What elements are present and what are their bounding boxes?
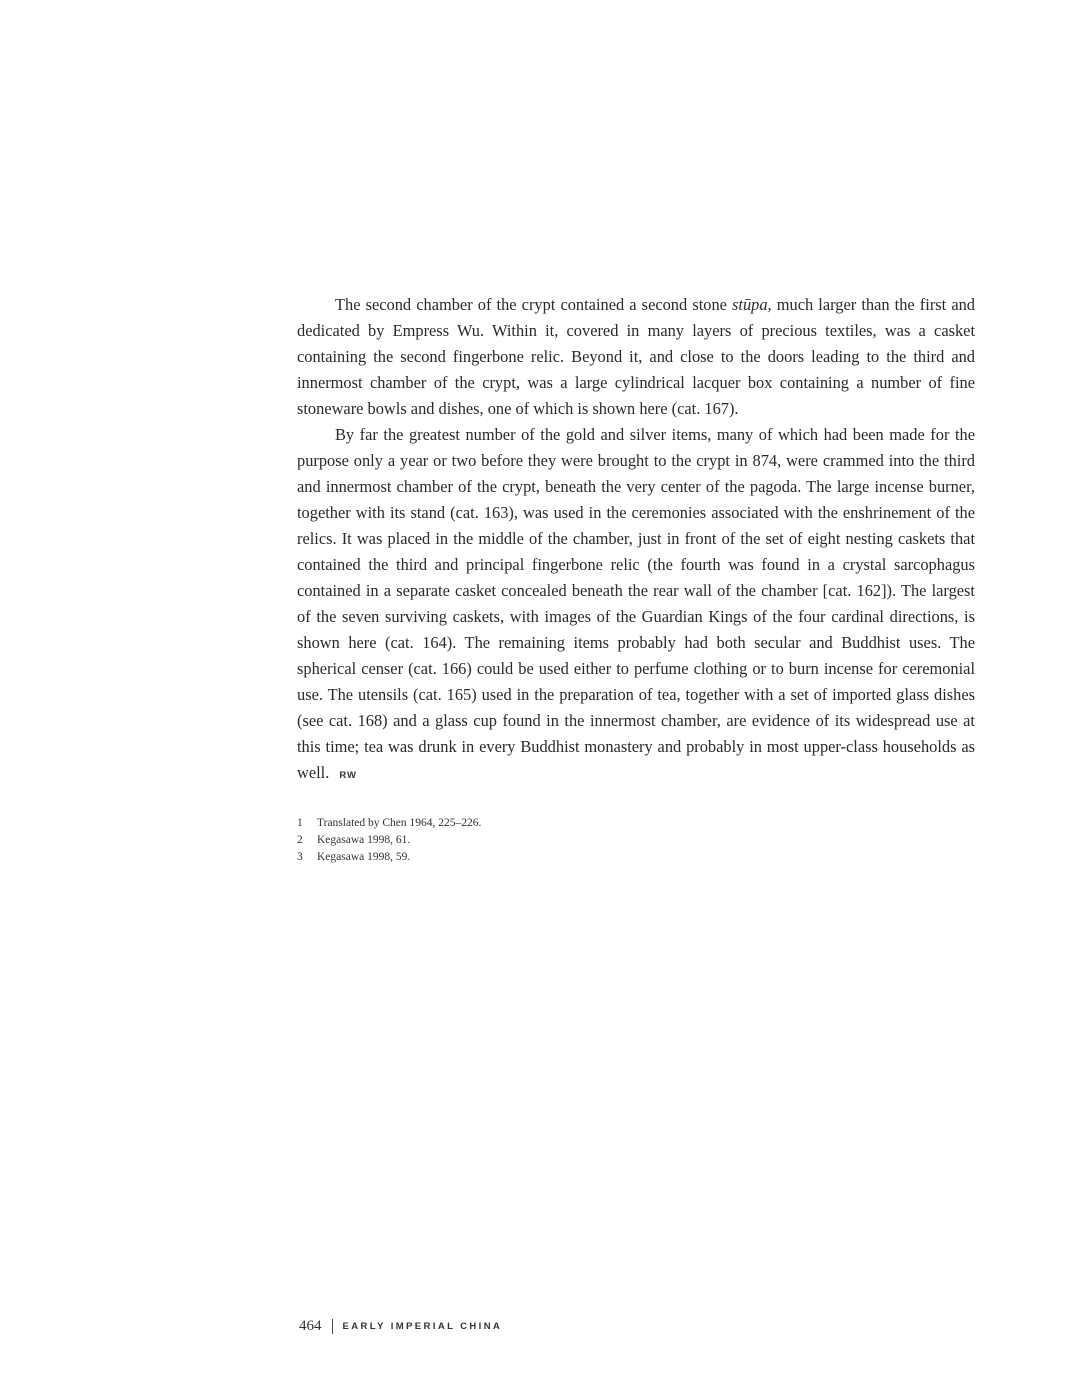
endnote-text: Kegasawa 1998, 59. — [317, 851, 411, 863]
endnote-text: Translated by Chen 1964, 225–226. — [317, 817, 482, 829]
paragraph-1-italic-term: stūpa, — [732, 295, 772, 314]
author-credit: RW — [339, 770, 357, 781]
endnote-1 — [297, 815, 797, 832]
running-head: EARLY IMPERIAL CHINA — [342, 1321, 503, 1332]
endnote-3 — [297, 849, 797, 866]
footer-separator — [332, 1319, 333, 1334]
endnote-number: 2 — [297, 834, 303, 846]
endnote-2 — [297, 832, 797, 849]
article-body — [297, 292, 975, 789]
paragraph-1-text-b: much larger than the first and dedicated by Empress Wu. Within it, covered in many layers of precious textiles, was a casket containing the second fingerbone relic. Beyond it, and close to the doors leading to the third and innermost chamber of the crypt, was a large cylindrical lacquer box containing a number of fine stoneware bowls and dishes, one of which is shown here (cat. 167). — [297, 295, 975, 418]
paragraph-2 — [297, 422, 975, 789]
paragraph-2-text: By far the greatest number of the gold and silver items, many of which had been made for the purpose only a year or two before they were brought to the crypt in 874, were crammed into the third and innermost chamber of the crypt, beneath the very center of the pagoda. The large incense burner, together with its stand (cat. 163), was used in the ceremonies associated with the enshrinement of the relics. It was placed in the middle of the chamber, just in front of the set of eight nesting caskets that contained the third and principal fingerbone relic (the fourth was found in a crystal sarcophagus contained in a separate casket concealed beneath the rear wall of the chamber [cat. 162]). The largest of the seven surviving caskets, with images of the Guardian Kings of the four cardinal directions, is shown here (cat. 164). The remaining items probably had both secular and Buddhist uses. The spherical censer (cat. 166) could be used either to perfume clothing or to burn incense for ceremonial use. The utensils (cat. 165) used in the preparation of tea, together with a set of imported glass dishes (see cat. 168) and a glass cup found in the innermost chamber, are evidence of its widespread use at this time; tea was drunk in every Buddhist monastery and probably in most upper-class households as well. — [297, 425, 975, 782]
paragraph-1-text-a: The second chamber of the crypt contained a second stone — [335, 295, 733, 314]
paragraph-1 — [297, 292, 975, 422]
page-number: 464 — [299, 1318, 322, 1334]
endnote-number: 3 — [297, 851, 303, 863]
endnote-number: 1 — [297, 817, 303, 829]
page-footer — [299, 1318, 502, 1335]
endnote-text: Kegasawa 1998, 61. — [317, 834, 411, 846]
endnotes — [297, 815, 797, 866]
